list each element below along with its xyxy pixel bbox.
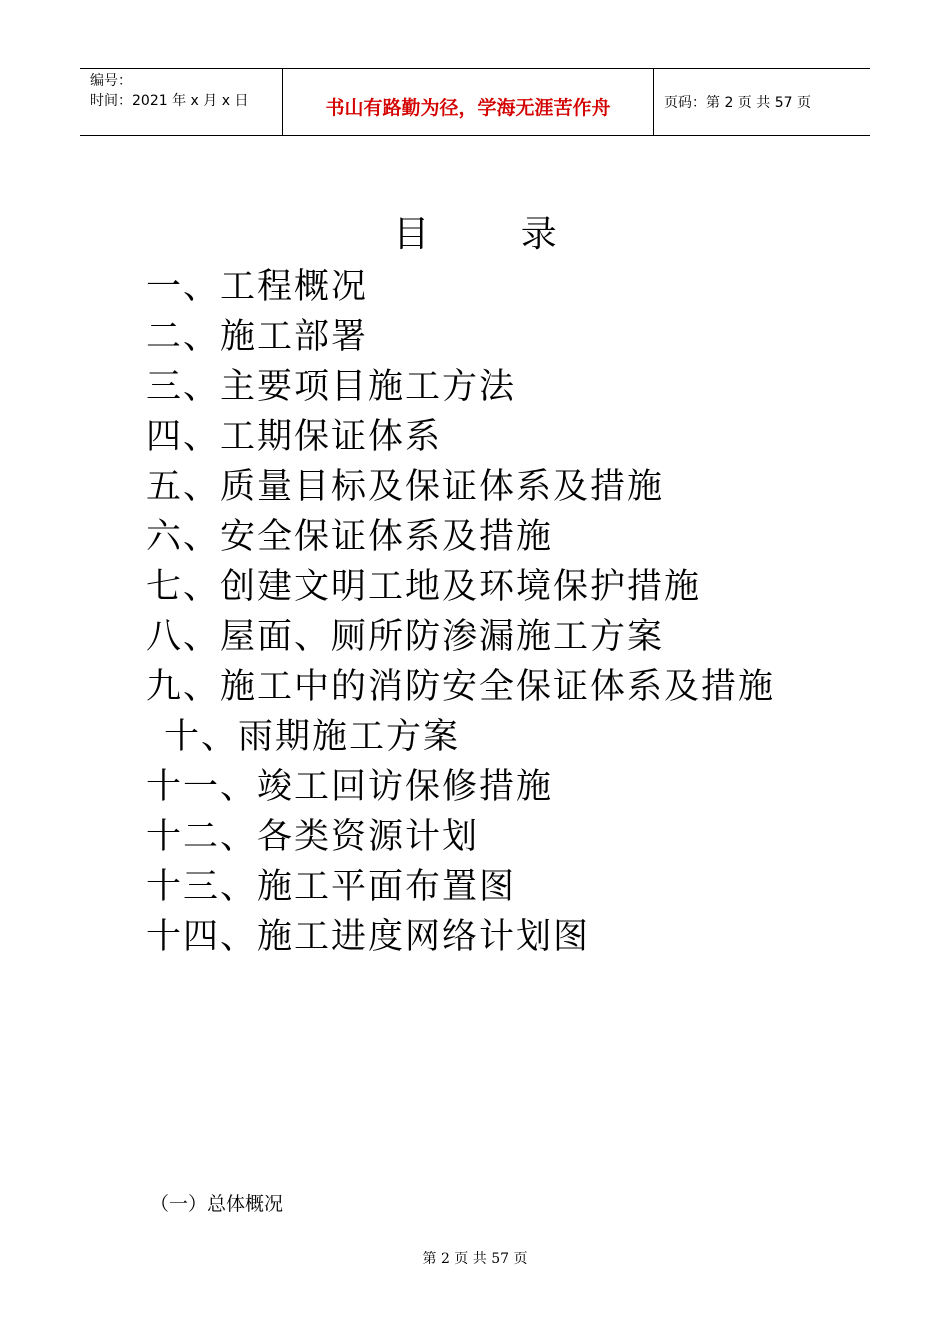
toc-item: 十二、各类资源计划 [146,817,480,857]
toc-title: 目 录 [393,214,557,255]
table-of-contents [146,262,775,962]
toc-item: 十四、施工进度网络计划图 [146,917,591,957]
toc-item: 八、屋面、厕所防渗漏施工方案 [146,617,665,657]
header-motto: 书山有路勤为径，学海无涯苦作舟 [325,97,611,119]
header-meta-cell [80,69,282,135]
header-page-info: 页码：第 2 页 共 57 页 [664,95,811,111]
document-time-label: 时间：2021 年 x 月 x 日 [90,93,249,109]
toc-item: 九、施工中的消防安全保证体系及措施 [146,667,776,707]
header-motto-cell [282,69,654,135]
toc-item: 七、创建文明工地及环境保护措施 [146,567,702,607]
document-header [80,68,870,136]
toc-item: 一、工程概况 [146,267,369,307]
document-number-label: 编号： [90,73,132,89]
page-footer: 第 2 页 共 57 页 [422,1251,528,1267]
toc-item: 六、安全保证体系及措施 [146,517,554,557]
section-subheading: （一）总体概况 [150,1193,284,1215]
toc-item: 十、雨期施工方案 [164,717,461,757]
toc-item: 四、工期保证体系 [146,417,443,457]
toc-item: 十一、竣工回访保修措施 [146,767,554,807]
toc-item: 二、施工部署 [146,317,369,357]
toc-item: 三、主要项目施工方法 [146,367,517,407]
toc-item: 五、质量目标及保证体系及措施 [146,467,665,507]
header-page-cell [654,69,870,135]
toc-item: 十三、施工平面布置图 [146,867,517,907]
